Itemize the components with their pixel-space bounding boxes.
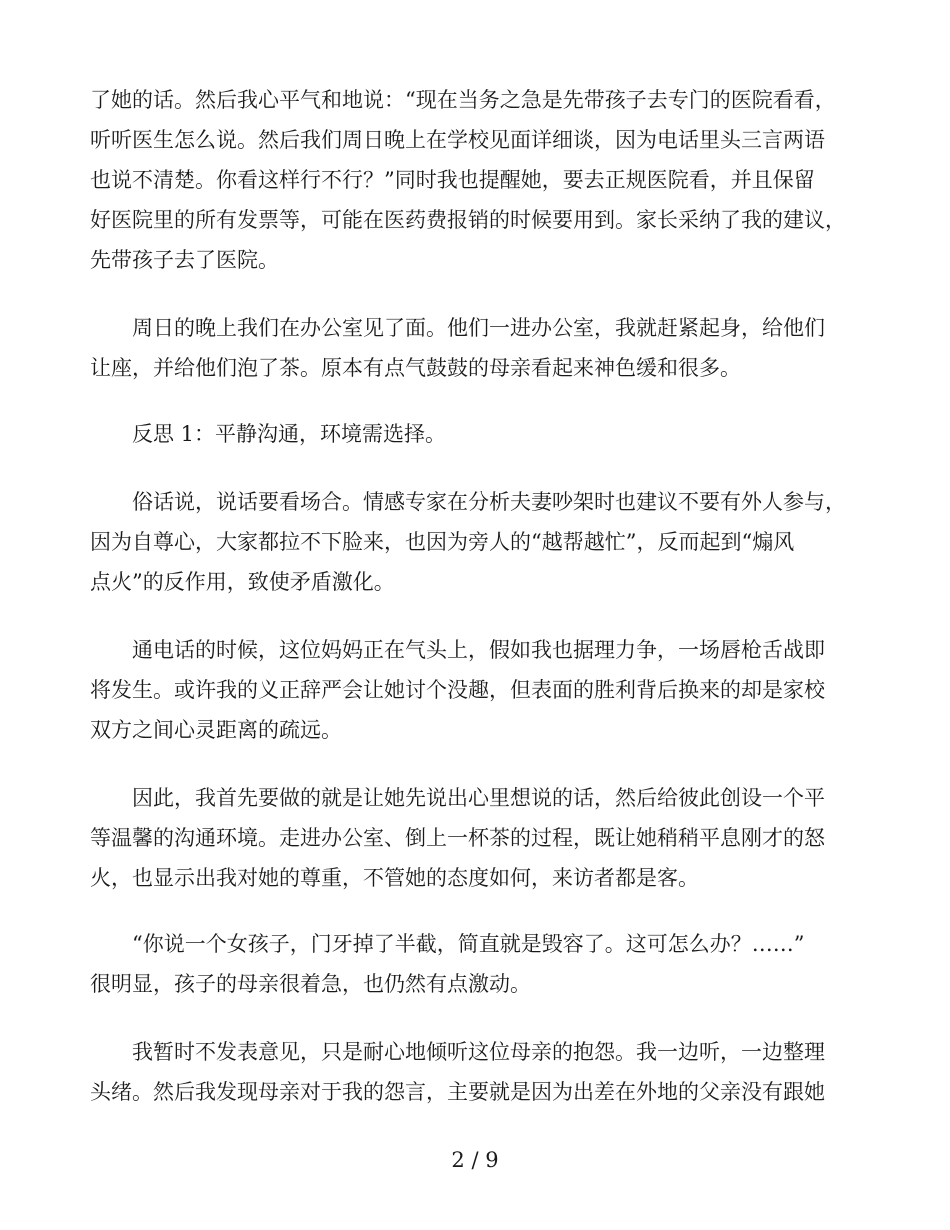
paragraph-7-line-1: “你说一个女孩子，门牙掉了半截，简直就是毁容了。这可怎么办？……” bbox=[132, 932, 805, 956]
paragraph-2-line-1: 周日的晚上我们在办公室见了面。他们一进办公室，我就赶紧起身，给他们 bbox=[132, 316, 825, 340]
paragraph-4-line-1: 俗话说，说话要看场合。情感专家在分析夫妻吵架时也建议不要有外人参与， bbox=[132, 490, 846, 514]
paragraph-5-line-1: 通电话的时候，这位妈妈正在气头上，假如我也据理力争，一场唇枪舌战即 bbox=[132, 638, 825, 662]
paragraph-4-line-2: 因为自尊心，大家都拉不下脸来，也因为旁人的“越帮越忙”，反而起到“煽风 bbox=[90, 530, 795, 554]
paragraph-1-line-4: 好医院里的所有发票等，可能在医药费报销的时候要用到。家长采纳了我的建议， bbox=[90, 208, 846, 232]
paragraph-8-line-2: 头绪。然后我发现母亲对于我的怨言，主要就是因为出差在外地的父亲没有跟她 bbox=[90, 1080, 825, 1104]
paragraph-5-line-2: 将发生。或许我的义正辞严会让她讨个没趣，但表面的胜利背后换来的却是家校 bbox=[90, 678, 825, 702]
paragraph-5-line-3: 双方之间心灵距离的疏远。 bbox=[90, 718, 342, 742]
reflection-heading: 反思 1：平静沟通，环境需选择。 bbox=[132, 422, 447, 446]
paragraph-7-line-2: 很明显，孩子的母亲很着急，也仍然有点激动。 bbox=[90, 972, 531, 996]
paragraph-2-line-2: 让座，并给他们泡了茶。原本有点气鼓鼓的母亲看起来神色缓和很多。 bbox=[90, 356, 741, 380]
paragraph-4-line-3: 点火”的反作用，致使矛盾激化。 bbox=[90, 570, 395, 594]
paragraph-6-line-1: 因此，我首先要做的就是让她先说出心里想说的话，然后给彼此创设一个平 bbox=[132, 786, 825, 810]
paragraph-6-line-3: 火，也显示出我对她的尊重，不管她的态度如何，来访者都是客。 bbox=[90, 866, 699, 890]
paragraph-1-line-2: 听听医生怎么说。然后我们周日晚上在学校见面详细谈，因为电话里头三言两语 bbox=[90, 128, 825, 152]
page-number: 2 / 9 bbox=[451, 1148, 499, 1172]
paragraph-1-line-1: 了她的话。然后我心平气和地说：“现在当务之急是先带孩子去专门的医院看看， bbox=[90, 88, 836, 112]
paragraph-8-line-1: 我暂时不发表意见，只是耐心地倾听这位母亲的抱怨。我一边听，一边整理 bbox=[132, 1040, 825, 1064]
paragraph-1-line-3: 也说不清楚。你看这样行不行？”同时我也提醒她，要去正规医院看，并且保留 bbox=[90, 168, 815, 192]
paragraph-6-line-2: 等温馨的沟通环境。走进办公室、倒上一杯茶的过程，既让她稍稍平息刚才的怒 bbox=[90, 826, 825, 850]
paragraph-1-line-5: 先带孩子去了医院。 bbox=[90, 248, 279, 272]
